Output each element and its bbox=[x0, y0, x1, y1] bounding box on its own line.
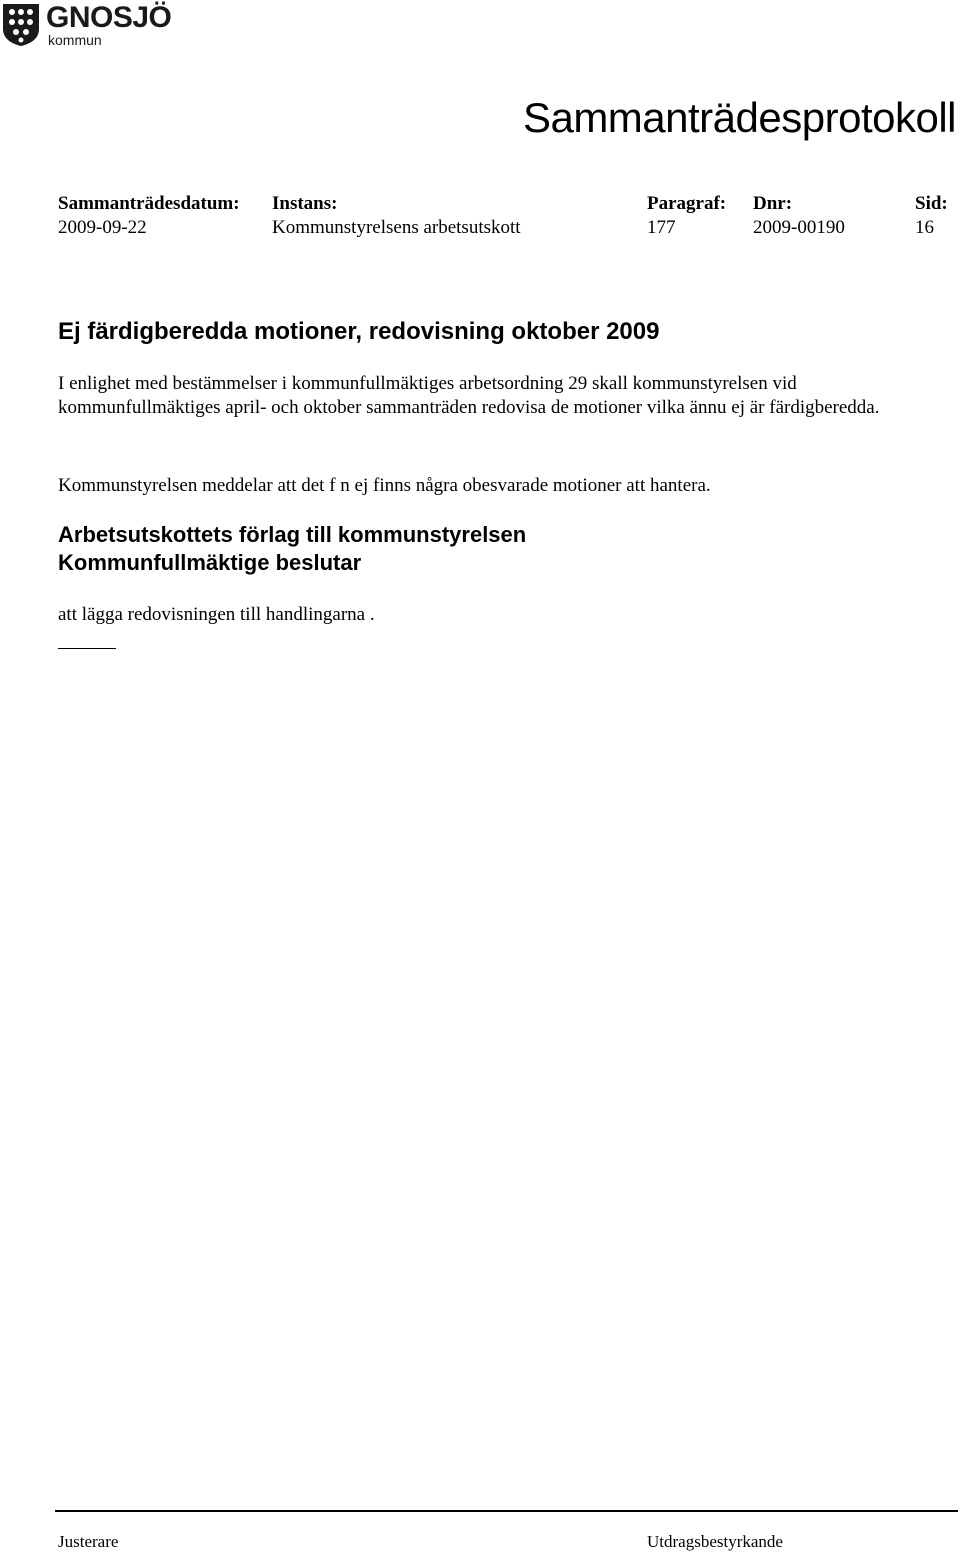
footer-label-justerare: Justerare bbox=[58, 1532, 119, 1551]
decision-text: att lägga redovisningen till handlingarna . bbox=[58, 604, 375, 625]
meta-value-row bbox=[0, 217, 960, 239]
meta-value-body: Kommunstyrelsens arbetsutskott bbox=[272, 217, 521, 238]
meta-header-body: Instans: bbox=[272, 193, 338, 214]
footer-rule bbox=[55, 1510, 958, 1512]
meta-header-date: Sammanträdesdatum: bbox=[58, 193, 240, 214]
meta-header-reg-no: Dnr: bbox=[753, 193, 793, 214]
section-end-rule bbox=[58, 648, 116, 649]
meta-value-date: 2009-09-22 bbox=[58, 217, 147, 238]
document-title: Sammanträdesprotokoll bbox=[522, 94, 956, 141]
body-paragraph-1: I enlighet med bestämmelser i kommunfullmäktiges arbetsordning 29 skall kommunstyrelsen vid kommunfullmäktiges april- och oktober sammanträden redovisa de motioner vilka ännu ej är färdigberedda. bbox=[58, 373, 880, 418]
logo-name: GNOSJÖ bbox=[46, 1, 172, 34]
meta-value-page: 16 bbox=[915, 217, 934, 238]
coat-of-arms-icon bbox=[2, 3, 40, 47]
meta-header-row bbox=[0, 193, 960, 215]
body-paragraph-2: Kommunstyrelsen meddelar att det f n ej finns några obesvarade motioner att hantera. bbox=[58, 475, 711, 496]
footer-label-utdragsbestyrkande: Utdragsbestyrkande bbox=[647, 1532, 783, 1551]
meta-header-page: Sid: bbox=[915, 193, 948, 214]
proposal-line-2: Kommunfullmäktige beslutar bbox=[58, 550, 362, 575]
proposal-line-1: Arbetsutskottets förlag till kommunstyrelsen bbox=[58, 522, 527, 547]
meta-value-reg-no: 2009-00190 bbox=[753, 217, 845, 238]
meta-header-paragraph: Paragraf: bbox=[647, 193, 727, 214]
section-heading: Ej färdigberedda motioner, redovisning oktober 2009 bbox=[58, 318, 660, 345]
meta-value-paragraph: 177 bbox=[647, 217, 676, 238]
municipality-logo bbox=[2, 3, 177, 49]
proposal-heading bbox=[58, 521, 526, 577]
logo-subtitle: kommun bbox=[48, 32, 102, 48]
